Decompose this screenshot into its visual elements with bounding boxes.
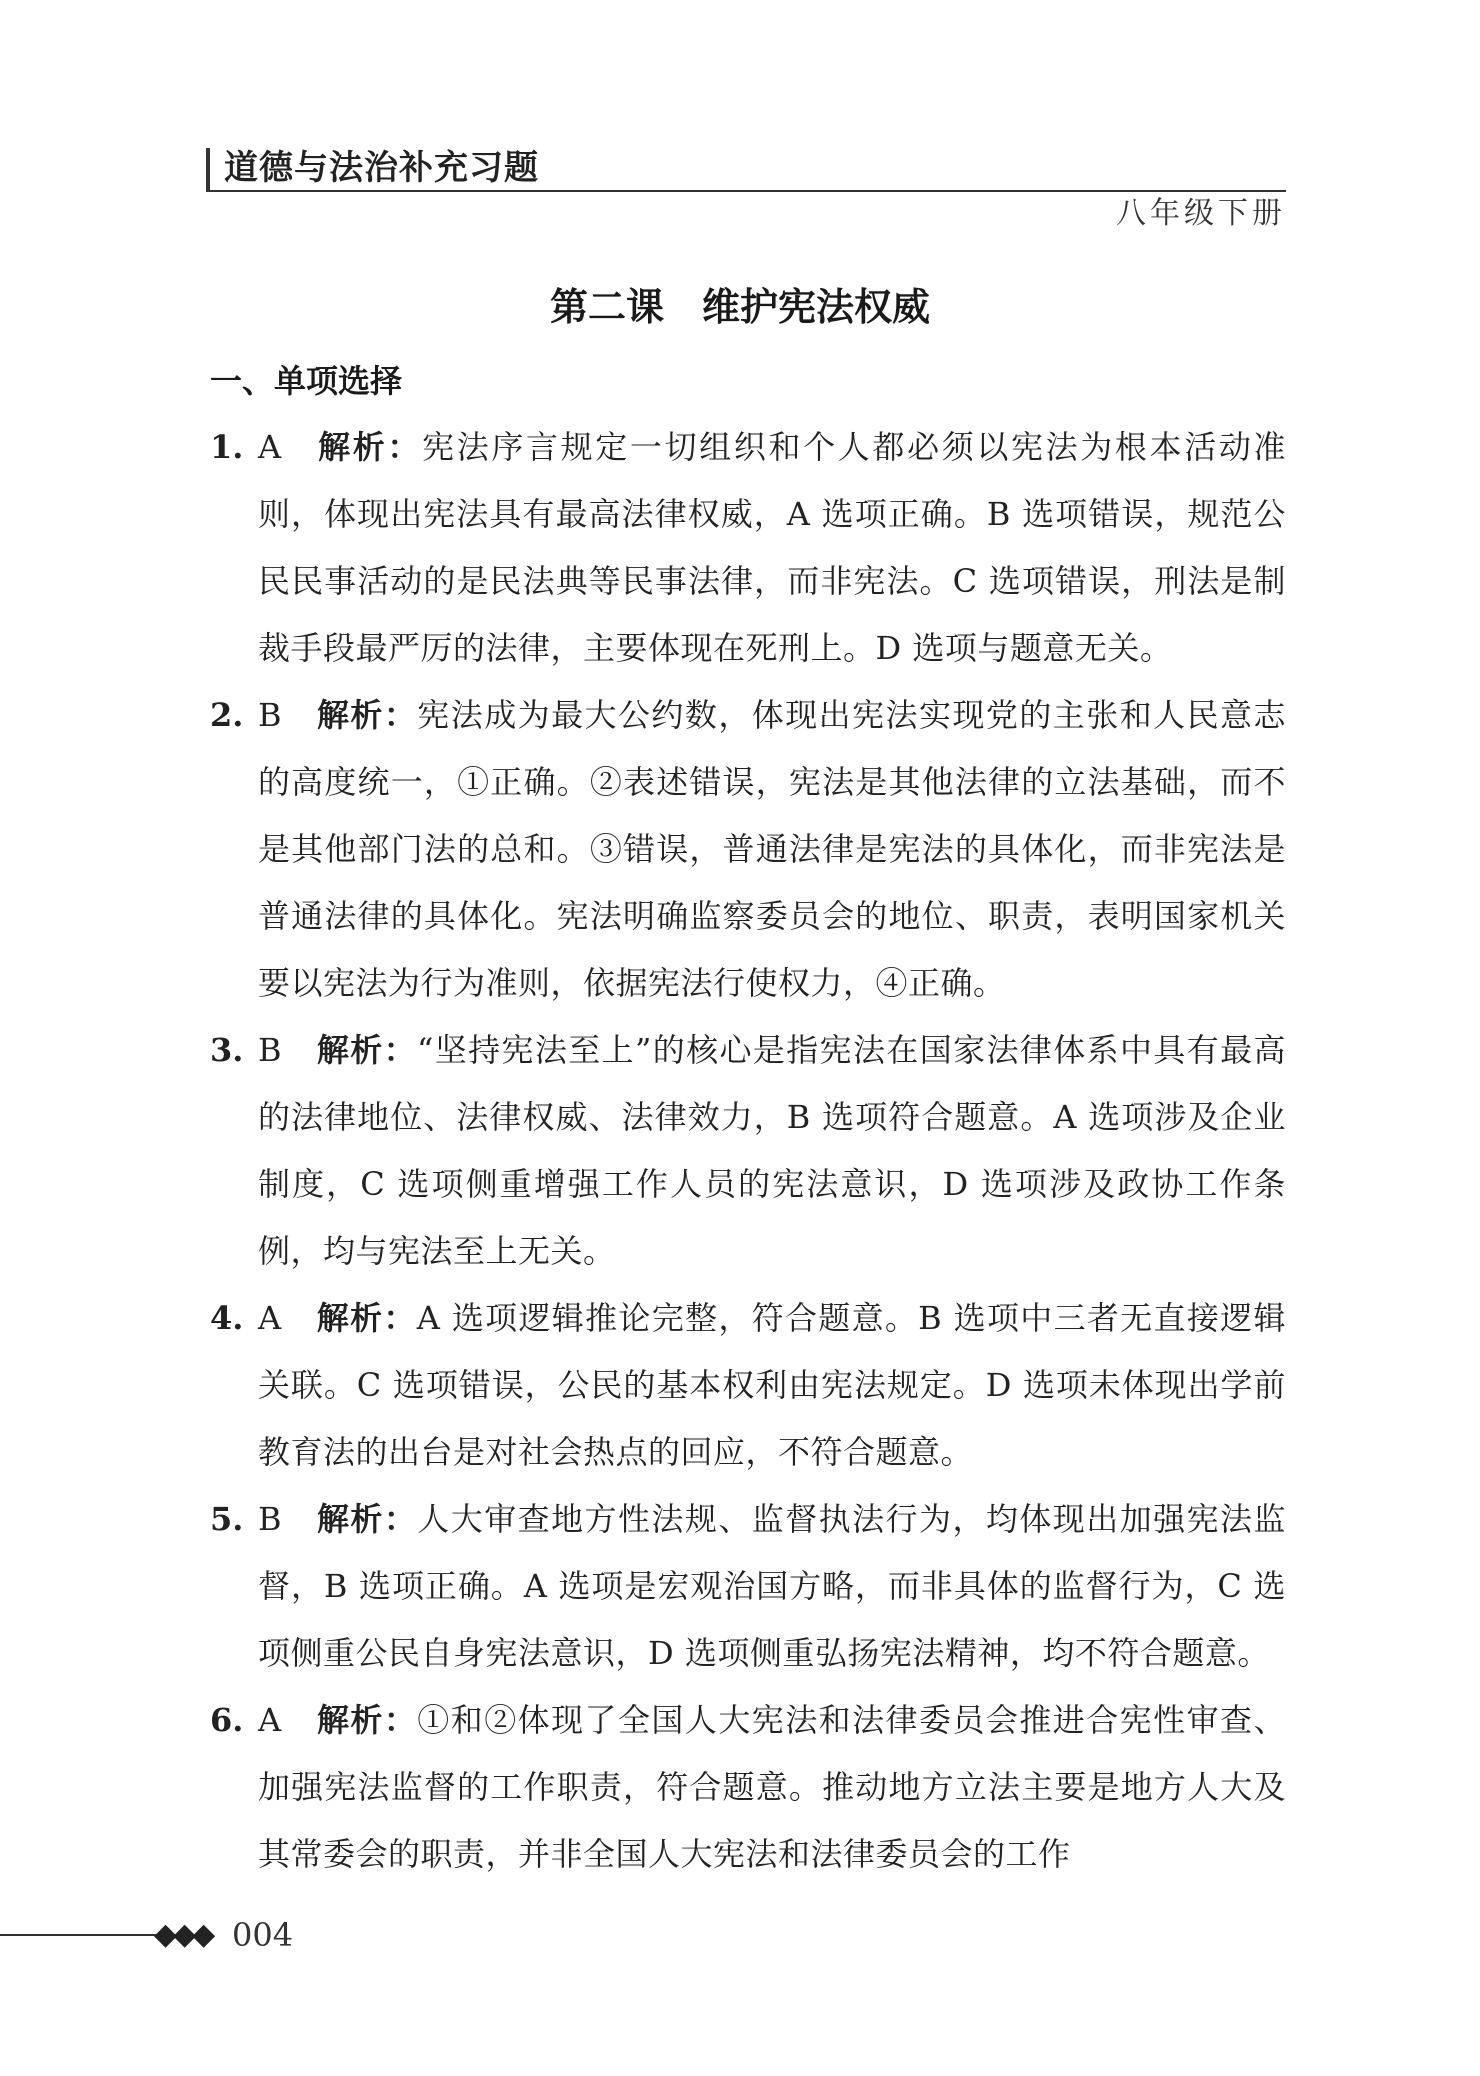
analysis-label: 解析： — [316, 428, 423, 466]
analysis-label: 解析： — [316, 1701, 418, 1739]
question-number: 4. — [210, 1299, 244, 1337]
question-body — [258, 1285, 1286, 1486]
question-item — [210, 414, 1286, 682]
question-item — [210, 1687, 1286, 1888]
analysis-text: A 选项逻辑推论完整，符合题意。B 选项中三者无直接逻辑关联。C 选项错误，公民的基本权利由宪法规定。D 选项未体现出学前教育法的出台是对社会热点的回应，不符合题意。 — [258, 1299, 1286, 1471]
grade-subtitle: 八年级下册 — [1116, 196, 1286, 231]
question-number: 3. — [210, 1031, 244, 1069]
analysis-text: 宪法成为最大公约数，体现出宪法实现党的主张和人民意志的高度统一，①正确。②表述错误，宪法是其他法律的立法基础，而不是其他部门法的总和。③错误，普通法律是宪法的具体化，而非宪法是普通法律的具体化。宪法明确监察委员会的地位、职责，表明国家机关要以宪法为行为准则，依据宪法行使权力，④正确。 — [258, 696, 1286, 1002]
answer-letter: B — [258, 1500, 283, 1538]
answer-letter: B — [258, 696, 283, 734]
question-number: 1. — [210, 428, 244, 466]
question-item — [210, 1017, 1286, 1285]
analysis-label: 解析： — [316, 1299, 417, 1337]
question-body — [258, 1687, 1286, 1888]
analysis-label: 解析： — [316, 1031, 418, 1069]
answer-letter: B — [258, 1031, 283, 1069]
question-body — [258, 414, 1286, 682]
analysis-text: ①和②体现了全国人大宪法和法律委员会推进合宪性审查、加强宪法监督的工作职责，符合题意。推动地方立法主要是地方人大及其常委会的职责，并非全国人大宪法和法律委员会的工作 — [258, 1701, 1286, 1873]
analysis-text: 宪法序言规定一切组织和个人都必须以宪法为根本活动准则，体现出宪法具有最高法律权威，A 选项正确。B 选项错误，规范公民民事活动的是民法典等民事法律，而非宪法。C 选项错误，刑法是制裁手段最严厉的法律，主要体现在死刑上。D 选项与题意无关。 — [258, 428, 1286, 667]
book-title: 道德与法治补充习题 — [224, 148, 539, 188]
question-number: 5. — [210, 1500, 244, 1538]
answer-letter: A — [258, 428, 282, 466]
diamond-icon: ◆◆◆ — [154, 1917, 212, 1952]
question-body — [258, 1486, 1286, 1687]
question-item — [210, 1285, 1286, 1486]
question-number: 2. — [210, 696, 244, 734]
page-footer — [0, 1916, 400, 1956]
page-number: 004 — [232, 1916, 294, 1954]
question-body — [258, 682, 1286, 1017]
question-item — [210, 682, 1286, 1017]
question-body — [258, 1017, 1286, 1285]
question-item — [210, 1486, 1286, 1687]
analysis-label: 解析： — [316, 696, 418, 734]
question-list — [210, 414, 1286, 1888]
lesson-title: 第二课 维护宪法权威 — [549, 285, 930, 329]
answer-letter: A — [258, 1701, 282, 1739]
book-header — [206, 148, 1286, 192]
footer-rule — [0, 1934, 156, 1936]
analysis-label: 解析： — [316, 1500, 418, 1538]
answer-letter: A — [258, 1299, 282, 1337]
question-number: 6. — [210, 1701, 244, 1739]
analysis-text: 人大审查地方性法规、监督执法行为，均体现出加强宪法监督，B 选项正确。A 选项是宏观治国方略，而非具体的监督行为，C 选项侧重公民自身宪法意识，D 选项侧重弘扬宪法精神，均不符合题意。 — [258, 1500, 1286, 1672]
analysis-text: “坚持宪法至上”的核心是指宪法在国家法律体系中具有最高的法律地位、法律权威、法律效力，B 选项符合题意。A 选项涉及企业制度，C 选项侧重增强工作人员的宪法意识，D 选项涉及政协工作条例，均与宪法至上无关。 — [258, 1031, 1286, 1270]
section-title: 一、单项选择 — [210, 362, 403, 400]
